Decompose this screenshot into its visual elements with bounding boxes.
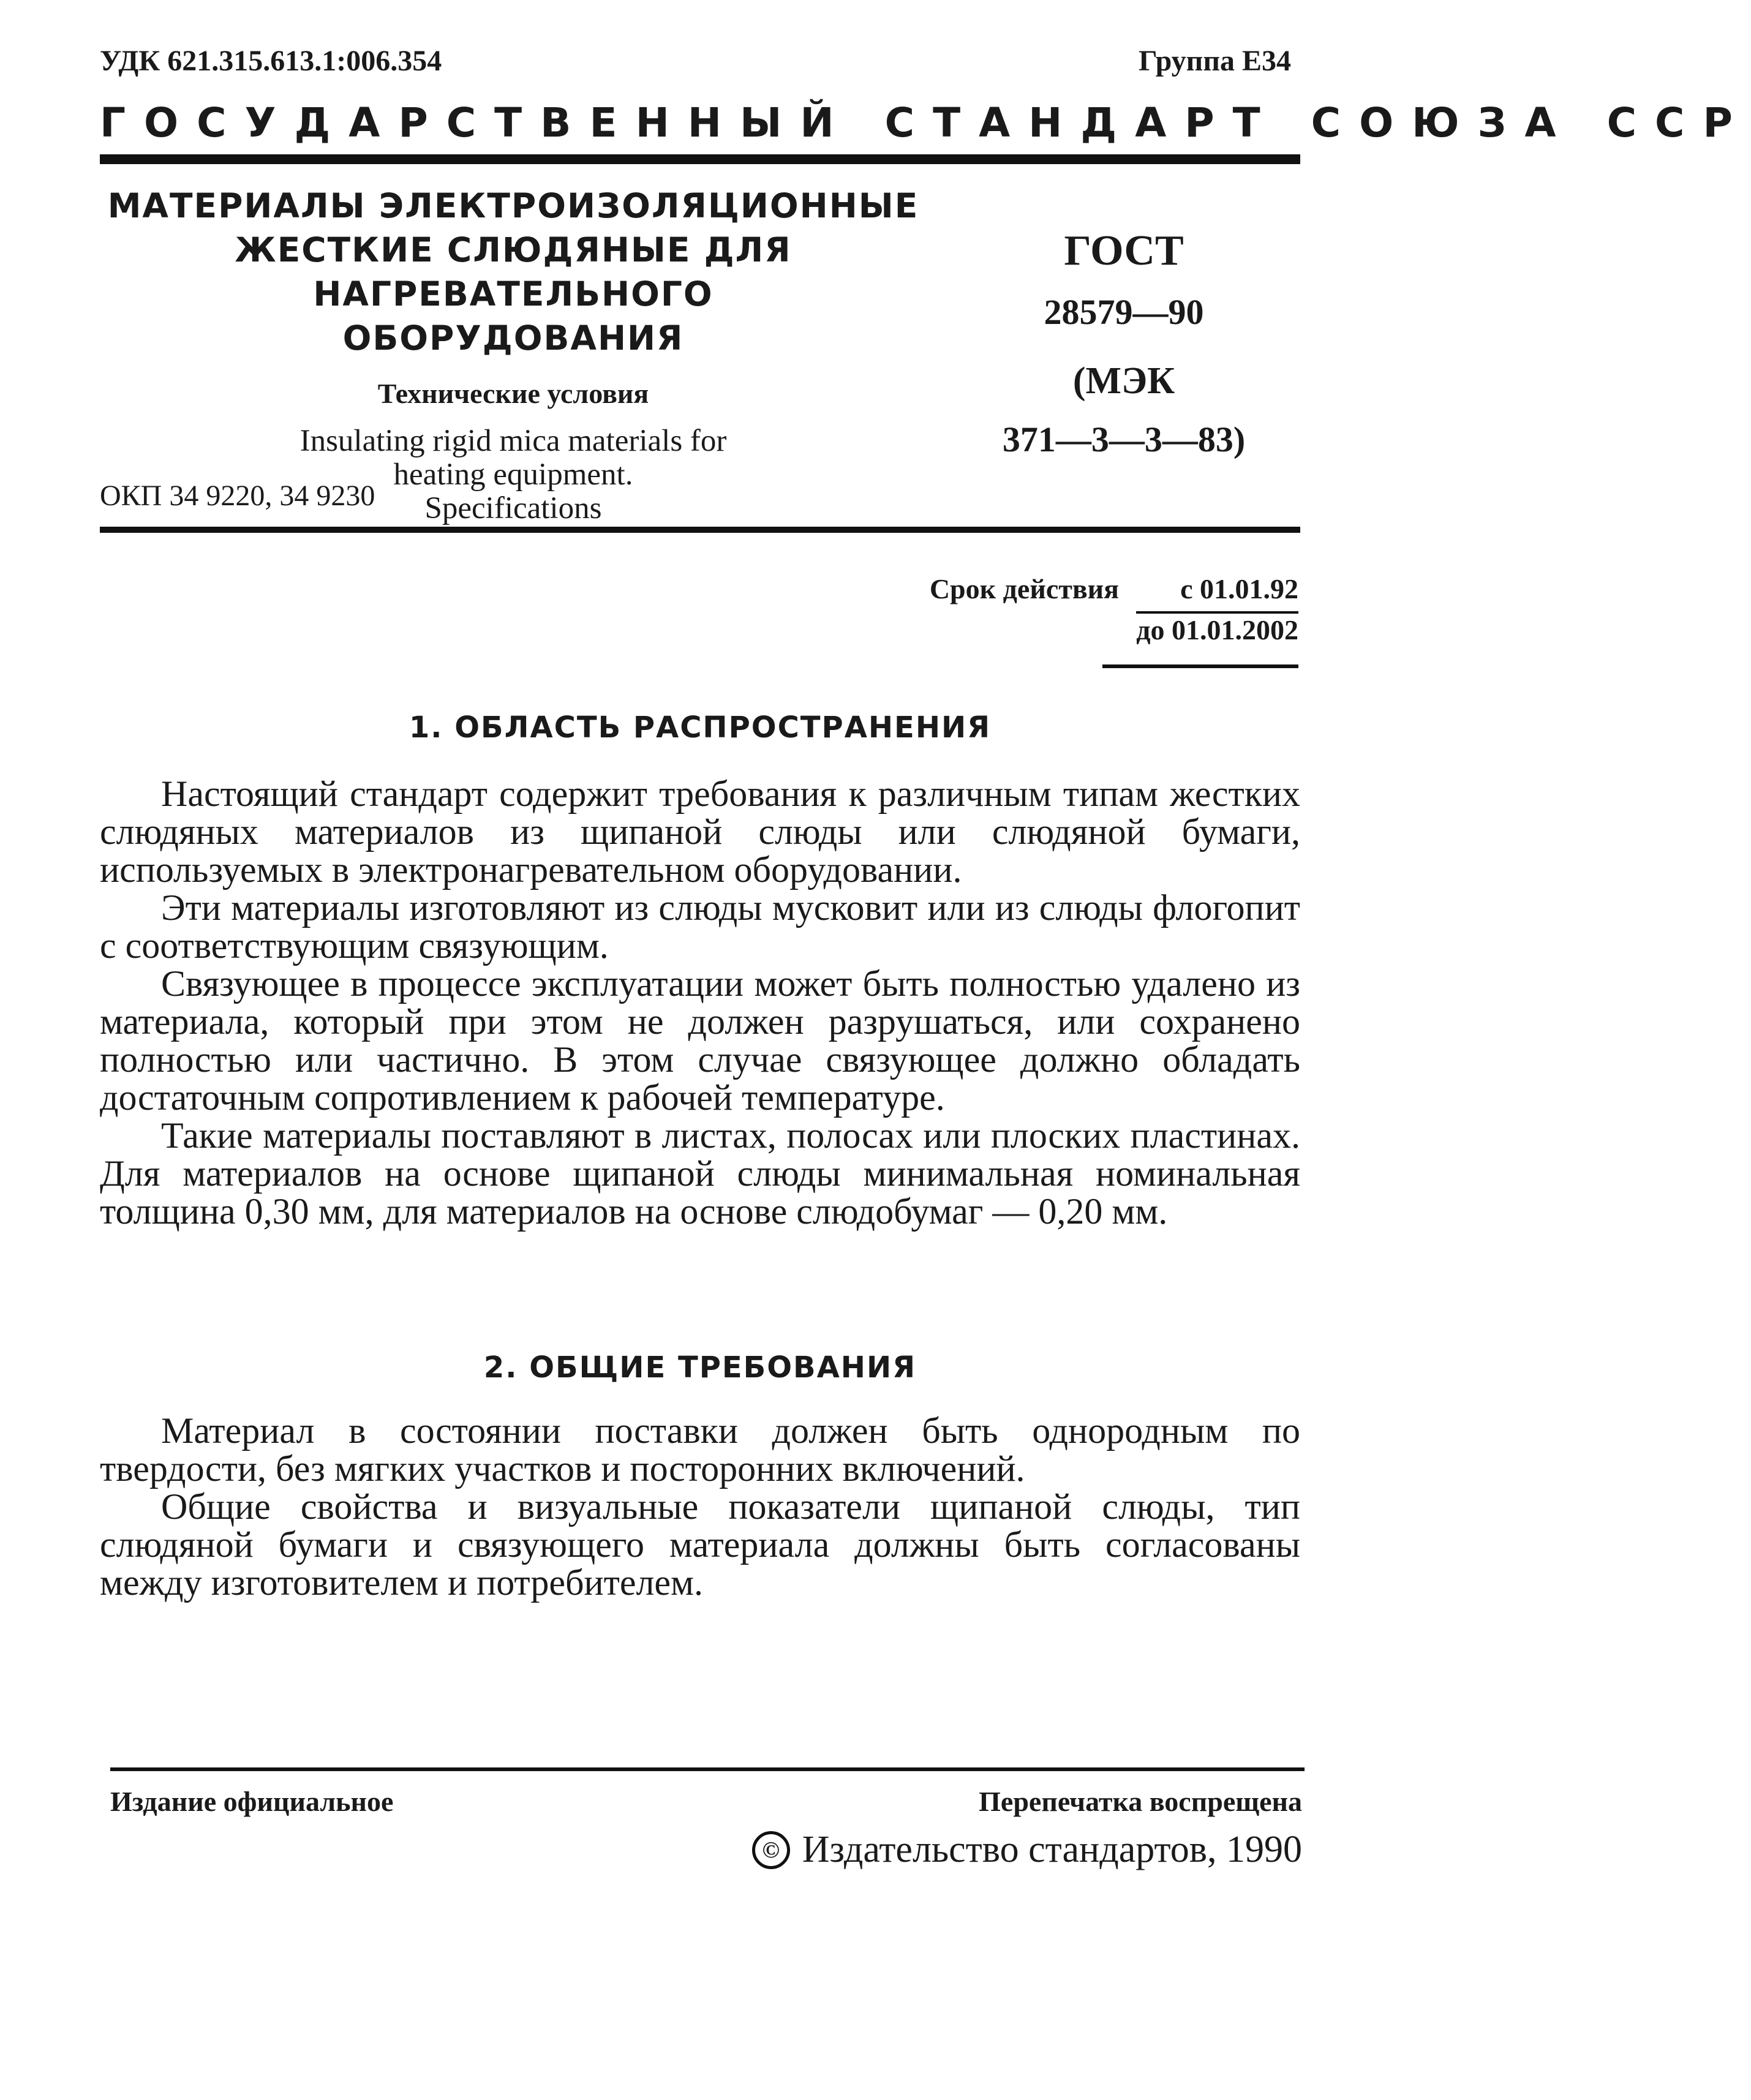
state-standard-banner: ГОСУДАРСТВЕННЫЙ СТАНДАРТ СОЮЗА ССР xyxy=(100,99,1751,146)
validity-from: с 01.01.92 xyxy=(1180,573,1298,604)
title-en-line: heating equipment. xyxy=(393,457,633,492)
title-ru-line: ОБОРУДОВАНИЯ xyxy=(342,318,684,358)
iec-label: (МЭК xyxy=(1072,360,1175,402)
section-heading: 1. ОБЛАСТЬ РАСПРОСТРАНЕНИЯ xyxy=(409,710,992,745)
paragraph: Эти материалы изготовляют из слюды мусковит или из слюды флогопит с соответствующим связующим. xyxy=(100,887,1300,966)
title-ru xyxy=(100,184,927,360)
copyright-icon: © xyxy=(752,1831,790,1869)
gost-number: 28579—90 xyxy=(1044,292,1204,332)
iec-number: 371—3—3—83) xyxy=(1002,420,1246,459)
publisher: Издательство стандартов, 1990 xyxy=(802,1829,1302,1870)
title-en-line: Specifications xyxy=(424,491,602,525)
header-rule xyxy=(100,154,1300,164)
paragraph: Такие материалы поставляют в листах, полосах или плоских пластинах. Для материалов на основе щипаной слюды минимальная номинальная толщина 0,30 мм, для материалов на основе слюдобумаг — 0,20 мм. xyxy=(100,1115,1300,1232)
paragraph: Связующее в процессе эксплуатации может быть полностью удалено из материала, который при этом не должен разрушаться, или сохранено полностью или частично. В этом случае связующее должно обладать достаточным сопротивлением к рабочей температуре. xyxy=(100,963,1300,1118)
okp-code: ОКП 34 9220, 34 9230 xyxy=(100,480,375,512)
section-heading: 2. ОБЩИЕ ТРЕБОВАНИЯ xyxy=(483,1350,917,1385)
paragraph: Общие свойства и визуальные показатели щипаной слюды, тип слюдяной бумаги и связующего материала должны быть согласованы между изготовителем и потребителем. xyxy=(100,1486,1300,1603)
copyright-line xyxy=(752,1828,1302,1872)
validity-label: Срок действия xyxy=(929,573,1120,604)
gost-block xyxy=(943,227,1305,460)
title-en-line: Insulating rigid mica materials for xyxy=(299,424,727,458)
title-block xyxy=(100,184,927,525)
subtitle: Технические условия xyxy=(377,378,649,409)
validity-to: до 01.01.2002 xyxy=(1136,611,1298,646)
divider-rule xyxy=(100,527,1300,533)
title-ru-line: МАТЕРИАЛЫ ЭЛЕКТРОИЗОЛЯЦИОННЫЕ xyxy=(107,186,919,225)
udk-code: УДК 621.315.613.1:006.354 xyxy=(100,45,442,77)
validity-rule xyxy=(1102,664,1298,668)
validity-block xyxy=(796,573,1298,646)
group-code: Группа Е34 xyxy=(1139,45,1291,77)
reprint-note: Перепечатка воспрещена xyxy=(979,1786,1302,1817)
paragraph: Материал в состоянии поставки должен быть однородным по твердости, без мягких участков и посторонних включений. xyxy=(100,1410,1300,1489)
footer-rule xyxy=(110,1767,1305,1771)
edition-note: Издание официальное xyxy=(110,1786,394,1817)
gost-label: ГОСТ xyxy=(1064,227,1184,274)
section-body xyxy=(100,775,1300,1230)
paragraph: Настоящий стандарт содержит требования к различным типам жестких слюдяных материалов из щипаной слюды или слюдяной бумаги, используемых в электронагревательном оборудовании. xyxy=(100,773,1300,890)
section-body xyxy=(100,1412,1300,1601)
title-ru-line: ЖЕСТКИЕ СЛЮДЯНЫЕ ДЛЯ НАГРЕВАТЕЛЬНОГО xyxy=(235,230,792,314)
